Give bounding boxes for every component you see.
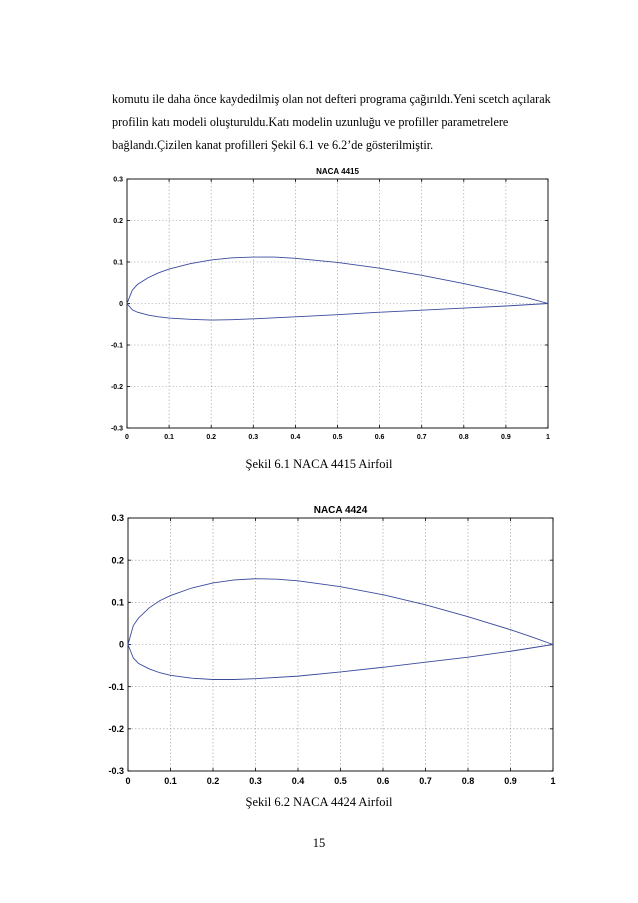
x-tick-label: 0.7	[416, 434, 427, 441]
y-tick-label: -0.3	[110, 425, 123, 433]
x-tick-label: 0.8	[458, 434, 469, 441]
x-tick-label: 0.6	[374, 434, 385, 441]
x-tick-label: 0.4	[291, 776, 305, 786]
chart-naca-4424	[100, 496, 560, 786]
x-tick-label: 0.9	[501, 434, 511, 441]
x-tick-label: 0	[125, 776, 131, 786]
y-tick-label: 0.1	[111, 597, 124, 608]
x-tick-label: 0.5	[332, 434, 343, 441]
x-tick-label: 0.3	[248, 434, 259, 441]
x-tick-label: 0.4	[290, 434, 301, 441]
x-tick-label: 0.3	[249, 776, 262, 786]
x-tick-label: 1	[546, 434, 550, 441]
y-tick-label: 0	[118, 639, 124, 650]
figure-caption-1: Şekil 6.1 NACA 4415 Airfoil	[245, 457, 393, 471]
y-tick-label: 0	[119, 300, 123, 308]
y-tick-label: -0.3	[108, 766, 124, 777]
figure-naca-4424	[100, 496, 560, 786]
y-tick-label: -0.2	[110, 383, 123, 391]
y-tick-label: -0.2	[108, 723, 124, 734]
chart-title: NACA 4424	[313, 505, 368, 516]
y-tick-label: 0.2	[111, 555, 124, 566]
x-tick-label: 0.7	[419, 776, 432, 786]
x-tick-label: 0.6	[376, 776, 390, 786]
y-tick-label: -0.1	[110, 342, 123, 350]
body-line-1: komutu ile daha önce kaydedilmiş olan not defteri programa çağırıldı.Yeni scetch açılarak	[112, 92, 551, 106]
y-tick-label: 0.3	[113, 176, 123, 184]
x-tick-label: 0	[125, 434, 129, 441]
chart-naca-4415	[100, 160, 560, 450]
page-number: 15	[312, 836, 326, 850]
x-tick-label: 0.1	[164, 776, 177, 786]
y-tick-label: 0.3	[111, 513, 124, 524]
y-tick-label: 0.2	[113, 217, 123, 225]
body-line-3: bağlandı.Çizilen kanat profilleri Şekil 6.1 ve 6.2’de gösterilmiştir.	[112, 138, 434, 152]
y-tick-label: 0.1	[113, 259, 123, 267]
x-tick-label: 0.9	[504, 776, 517, 786]
y-tick-label: -0.1	[108, 681, 124, 692]
body-paragraph	[112, 88, 562, 157]
x-tick-label: 0.8	[461, 776, 475, 786]
x-tick-label: 0.1	[164, 434, 174, 441]
x-tick-label: 1	[550, 776, 556, 786]
chart-title: NACA 4415	[316, 167, 359, 176]
x-tick-label: 0.2	[206, 434, 217, 441]
body-line-2: profilin katı modeli oluşturuldu.Katı modelin uzunluğu ve profiller parametrelere	[112, 115, 509, 129]
x-tick-label: 0.2	[206, 776, 220, 786]
figure-naca-4415	[100, 160, 560, 450]
figure-caption-2: Şekil 6.2 NACA 4424 Airfoil	[245, 795, 393, 809]
x-tick-label: 0.5	[334, 776, 347, 786]
